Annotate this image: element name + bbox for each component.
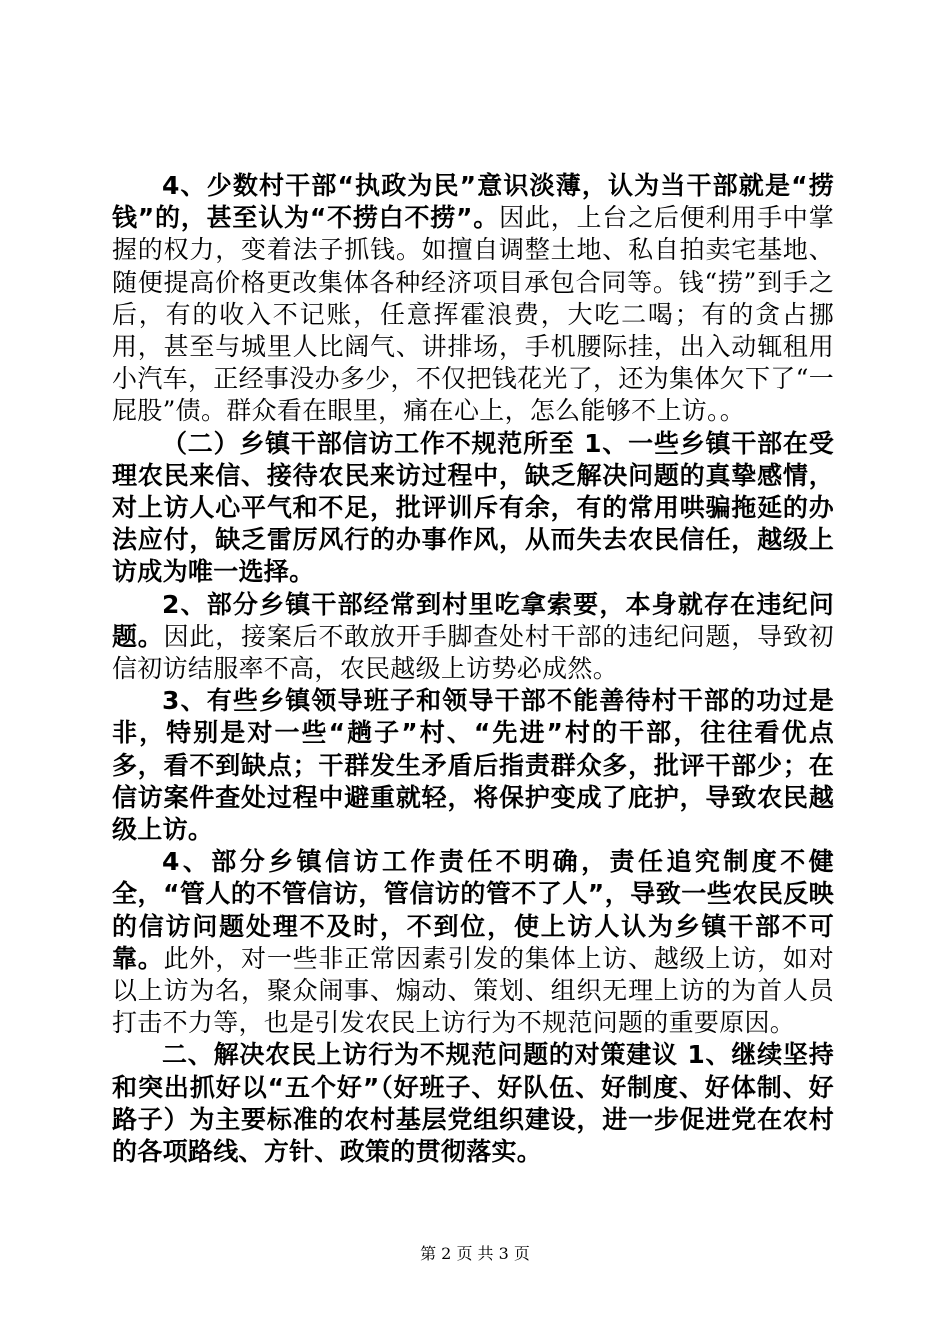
paragraph	[112, 170, 834, 428]
page-number-footer: 第 2 页 共 3 页	[420, 1244, 530, 1263]
paragraph-body-text: 此外，对一些非正常因素引发的集体上访、越级上访，如对以上访为名，聚众闹事、煽动、策划、组织无理上访的为首人员打击不力等，也是引发农民上访行为不规范问题的重要原因。	[112, 943, 834, 1038]
paragraph	[112, 1039, 834, 1168]
paragraph	[112, 685, 834, 846]
paragraph-lead-text: 3、有些乡镇领导班子和领导干部不能善待村干部的功过是非，特别是对一些“趟子”村、“先进”村的干部，往往看优点多，看不到缺点；干群发生矛盾后指责群众多，批评干部少；在信访案件查处过程中避重就轻，将保护变成了庇护，导致农民越级上访。	[112, 686, 834, 845]
paragraph	[112, 428, 834, 589]
paragraph	[112, 846, 834, 1039]
paragraph-lead-text: 2、部分乡镇干部经常到村里吃拿索要，本身就存在违纪问题。	[112, 589, 834, 651]
paragraph-body-text: 因此，接案后不敢放开手脚查处村干部的违纪问题，导致初信初访结服率不高，农民越级上访势必成然。	[112, 621, 834, 684]
paragraph	[112, 589, 834, 686]
paragraph-lead-text: 二、解决农民上访行为不规范问题的对策建议 1、继续坚持和突出抓好以“五个好”（好班子、好队伍、好制度、好体制、好路子）为主要标准的农村基层党组织建设，进一步促进党在农村的各项路线、方针、政策的贯彻落实。	[112, 1040, 834, 1167]
paragraph-lead-text: 4、少数村干部“执政为民”意识淡薄，认为当干部就是“捞钱”的，甚至认为“不捞白不捞”。	[112, 171, 834, 233]
paragraph-body-text: 因此，上台之后便利用手中掌握的权力，变着法子抓钱。如擅自调整土地、私自拍卖宅基地、随便提高价格更改集体各种经济项目承包合同等。钱“捞”到手之后，有的收入不记账，任意挥霍浪费，大吃二喝；有的贪占挪用，甚至与城里人比阔气、讲排场，手机腰际挂，出入动辄租用小汽车，正经事没办多少，不仅把钱花光了，还为集体欠下了“一屁股”债。群众看在眼里，痛在心上，怎么能够不上访。。	[112, 203, 834, 426]
paragraph-lead-text: 4、部分乡镇信访工作责任不明确，责任追究制度不健全，“管人的不管信访，管信访的管不了人”，导致一些农民反映的信访问题处理不及时，不到位，使上访人认为乡镇干部不可靠。	[112, 847, 834, 973]
paragraph-lead-text: （二）乡镇干部信访工作不规范所至 1、一些乡镇干部在受理农民来信、接待农民来访过程中，缺乏解决问题的真挚感情，对上访人心平气和不足，批评训斥有余，有的常用哄骗拖延的办法应付，缺乏雷厉风行的办事作风，从而失去农民信任，越级上访成为唯一选择。	[112, 428, 834, 587]
document-body	[112, 170, 834, 1168]
